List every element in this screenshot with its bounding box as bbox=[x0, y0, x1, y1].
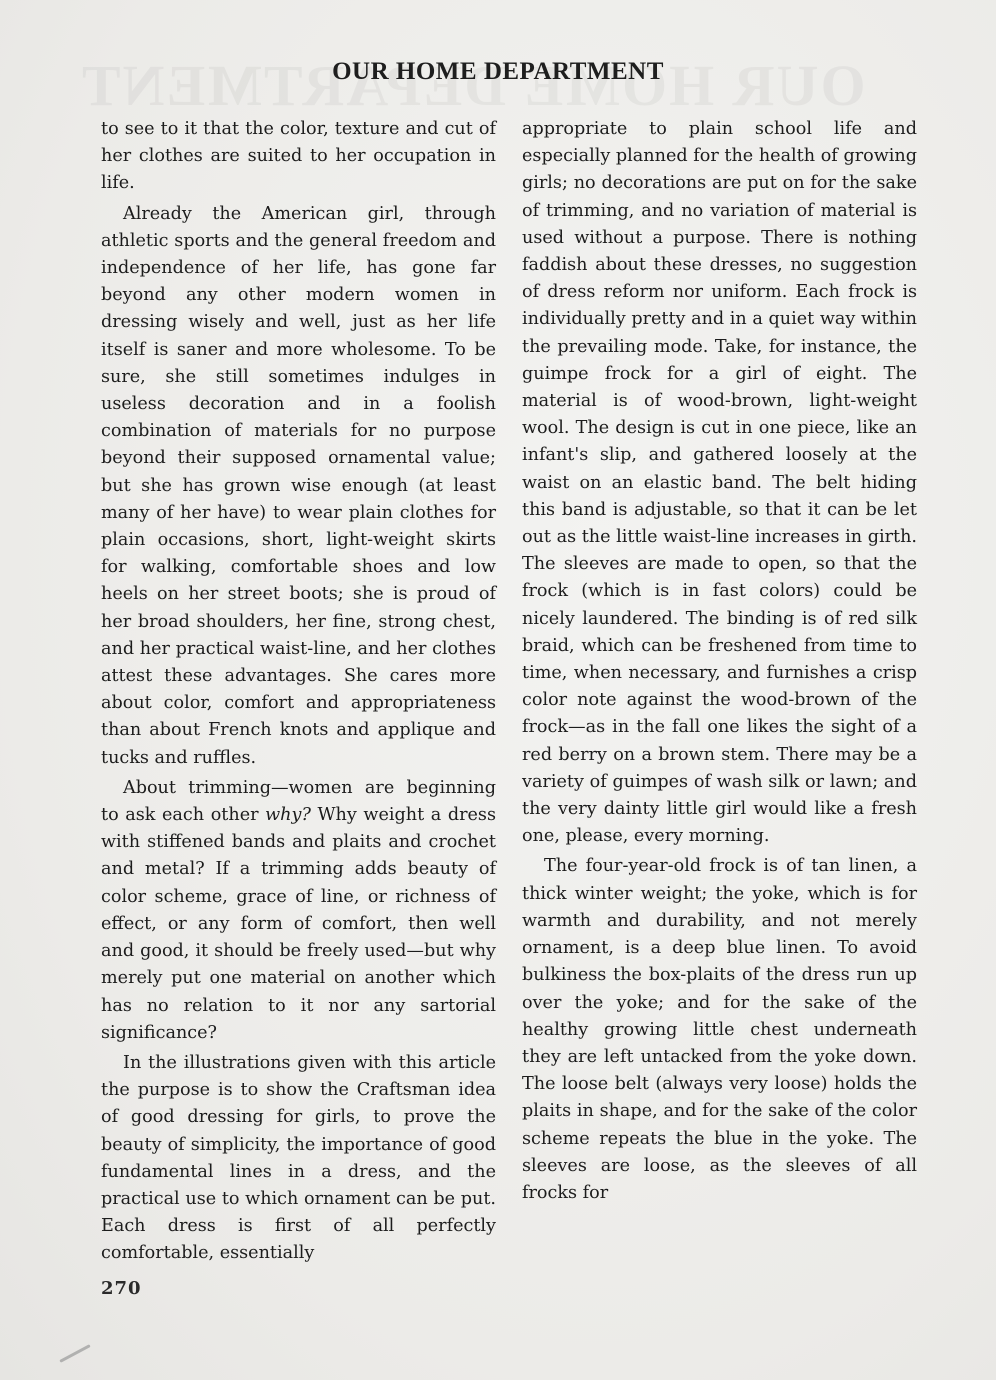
paragraph: to see to it that the color, texture and cut of her clothes are suited to her occupation in life. bbox=[101, 119, 496, 194]
right-column bbox=[522, 116, 917, 1210]
paragraph: Already the American girl, through athletic sports and the general freedom and independence of her life, has gone far beyond any other modern women in dressing wisely and well, just as her life itself is saner and more wholesome. To be sure, she still sometimes indulges in useless decoration and in a foolish combination of materials for no purpose beyond their supposed ornamental value; but she has grown wise enough (at least many of her have) to wear plain clothes for plain occasions, short, light-weight skirts for walking, comfortable shoes and low heels on her street boots; she is proud of her broad shoulders, her fine, strong chest, and her practical waist-line, and her clothes attest these advantages. She cares more about color, comfort and appropriateness than about French knots and applique and tucks and ruffles. bbox=[101, 203, 496, 768]
emphasis-text: why? bbox=[265, 805, 311, 826]
text-run: Why weight a dress with stiffened bands and plaits and crochet and metal? If a trimming adds beauty of color scheme, grace of line, or richness of effect, or any form of comfort, then well and good, it should be freely used—but why merely put one material on another which has no relation to it nor any sartorial significance? bbox=[101, 805, 496, 1043]
left-column bbox=[101, 116, 496, 1271]
paragraph: In the illustrations given with this article the purpose is to show the Craftsman idea of good dressing for girls, to prove the beauty of simplicity, the importance of good fundamental lines in a dress, and the practical use to which ornament can be put. Each dress is first of all perfectly comfortable, essentially bbox=[101, 1052, 496, 1264]
paragraph bbox=[101, 775, 496, 1047]
page-title: OUR HOME DEPARTMENT bbox=[332, 58, 664, 85]
paragraph: appropriate to plain school life and especially planned for the health of growing girls; no decorations are put on for the sake of trimming, and no variation of material is used without a purpose. There is nothing faddish about these dresses, no suggestion of dress reform nor uniform. Each frock is individually pretty and in a quiet way within the prevailing mode. Take, for instance, the guimpe frock for a girl of eight. The material is of wood-brown, light-weight wool. The design is cut in one piece, like an infant's slip, and gathered loosely at the waist on an elastic band. The belt hiding this band is adjustable, so that it can be let out as the little waist-line increases in girth. The sleeves are made to open, so that the frock (which is in fast colors) could be nicely laundered. The binding is of red silk braid, which can be freshened from time to time, when necessary, and furnishes a crisp color note against the wood-brown of the frock—as in the fall one likes the sight of a red berry on a brown stem. There may be a variety of guimpes of wash silk or lawn; and the very dainty little girl would like a fresh one, please, every morning. bbox=[522, 119, 917, 847]
paragraph: The four-year-old frock is of tan linen, a thick winter weight; the yoke, which is for warmth and durability, and not merely ornament, is a deep blue linen. To avoid bulkiness the box-plaits of the dress run up over the yoke; and for the sake of the healthy growing little chest underneath they are left untacked from the yoke down. The loose belt (always very loose) holds the plaits in shape, and for the sake of the color scheme repeats the blue in the yoke. The sleeves are loose, as the sleeves of all frocks for bbox=[522, 856, 917, 1203]
pencil-mark bbox=[59, 1344, 90, 1363]
page-number: 270 bbox=[101, 1278, 142, 1299]
text-run: About trimming—women are beginning to ask each other bbox=[101, 777, 496, 826]
